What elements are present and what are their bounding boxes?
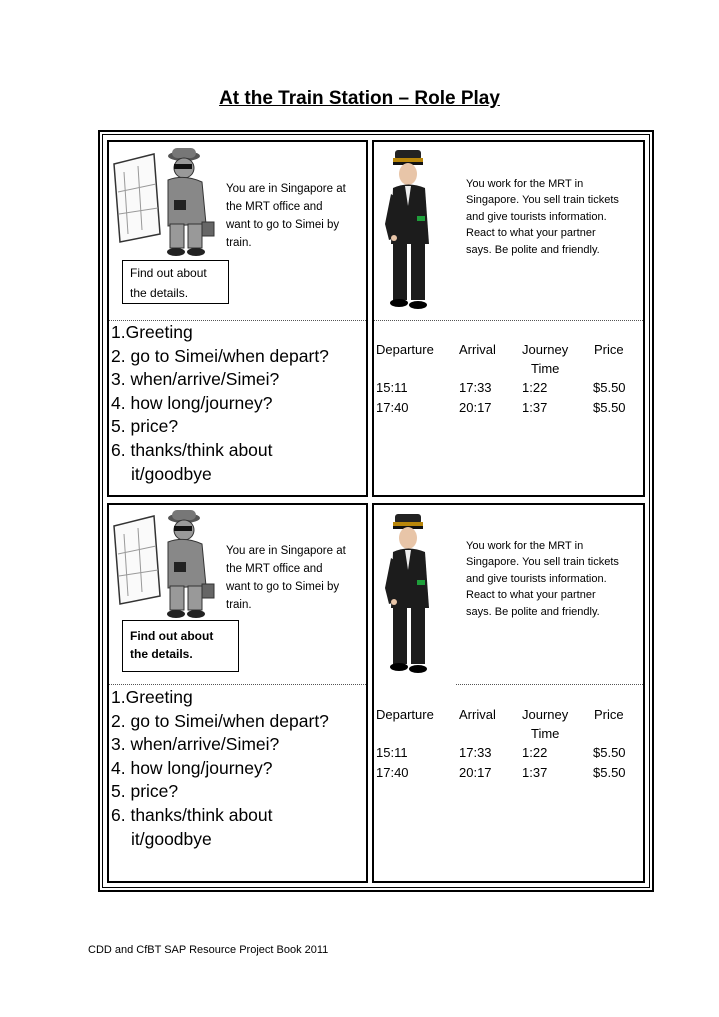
clerk-intro: You work for the MRT in Singapore. You sell train tickets and give tourists information. React to what your partner says. Be polite and friendly. (466, 540, 619, 618)
col-arrival: Arrival (459, 342, 496, 357)
step-item: 2. go to Simei/when depart? (111, 345, 329, 366)
col-price: Price (594, 342, 624, 357)
timetable-header (376, 705, 641, 724)
mrt-station-officer-icon (385, 512, 445, 674)
col-departure: Departure (376, 707, 434, 722)
step-item: 5. price? (111, 781, 179, 802)
page-footer: CDD and CfBT SAP Resource Project Book 2011 (88, 944, 329, 956)
table-row: 17:40 20:17 1:37 $5.50 (376, 400, 626, 415)
step-item: 6. thanks/think about (111, 439, 273, 460)
step-item: 6. thanks/think about (111, 804, 273, 825)
tourist-intro: You are in Singapore at the MRT office and want to go to Simei by train. (226, 183, 346, 249)
tourist-with-map-icon (110, 508, 220, 620)
step-item: it/goodbye (131, 828, 212, 849)
step-item: 4. how long/journey? (111, 757, 273, 778)
timetable-header (376, 340, 641, 359)
mrt-station-officer-icon (385, 148, 445, 310)
col-arrival: Arrival (459, 707, 496, 722)
tourist-intro: You are in Singapore at the MRT office and want to go to Simei by train. (226, 545, 346, 611)
table-row: 17:40 20:17 1:37 $5.50 (376, 765, 626, 780)
step-item: 5. price? (111, 416, 179, 437)
col-journey: Journey (522, 707, 569, 722)
col-price: Price (594, 707, 624, 722)
tourist-steps (111, 686, 329, 851)
timetable (376, 705, 641, 782)
tourist-steps (111, 321, 329, 486)
timetable (376, 340, 641, 417)
card-divider (456, 684, 643, 685)
step-item: 1.Greeting (111, 322, 193, 342)
step-item: it/goodbye (131, 463, 212, 484)
page-title: At the Train Station – Role Play (219, 88, 500, 109)
table-row: 15:11 17:33 1:22 $5.50 (376, 745, 626, 760)
clerk-intro: You work for the MRT in Singapore. You sell train tickets and give tourists information. React to what your partner says. Be polite and friendly. (466, 178, 619, 256)
find-out-box: Find out about the details. (122, 620, 239, 672)
card-divider (109, 684, 366, 685)
step-item: 2. go to Simei/when depart? (111, 710, 329, 731)
find-out-box: Find out about the details. (122, 260, 229, 304)
col-journey: Journey (522, 342, 569, 357)
table-row: 15:11 17:33 1:22 $5.50 (376, 380, 626, 395)
col-departure: Departure (376, 342, 434, 357)
col-journey-sub: Time (531, 726, 560, 741)
col-journey-sub: Time (531, 361, 560, 376)
step-item: 1.Greeting (111, 687, 193, 707)
card-divider (374, 320, 643, 321)
tourist-with-map-icon (110, 146, 220, 258)
step-item: 4. how long/journey? (111, 392, 273, 413)
step-item: 3. when/arrive/Simei? (111, 734, 280, 755)
step-item: 3. when/arrive/Simei? (111, 369, 280, 390)
